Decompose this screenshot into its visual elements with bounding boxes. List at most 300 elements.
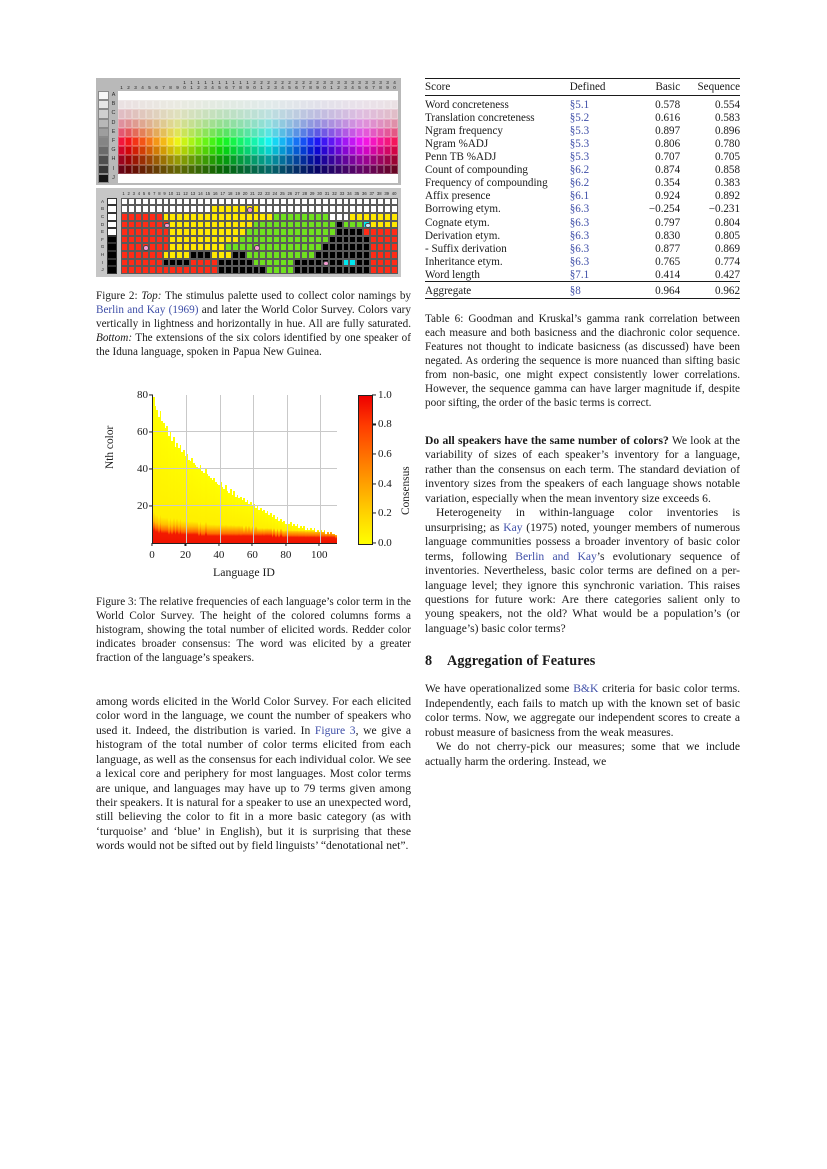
palette-swatch[interactable] (188, 109, 195, 118)
palette-achromatic-swatch[interactable] (98, 109, 109, 118)
extent-cell[interactable] (149, 266, 156, 274)
palette-swatch[interactable] (384, 146, 391, 155)
extent-cell[interactable] (315, 228, 322, 236)
extent-cell[interactable] (329, 243, 336, 251)
palette-swatch[interactable] (202, 100, 209, 109)
palette-swatch[interactable] (181, 155, 188, 164)
palette-swatch[interactable] (286, 137, 293, 146)
palette-swatch[interactable] (160, 137, 167, 146)
palette-swatch[interactable] (391, 119, 398, 128)
palette-swatch[interactable] (202, 146, 209, 155)
palette-achromatic-swatch[interactable] (98, 100, 109, 109)
extent-cell[interactable] (246, 205, 253, 213)
extent-cell[interactable] (294, 228, 301, 236)
extent-cell[interactable] (142, 228, 149, 236)
palette-swatch[interactable] (237, 146, 244, 155)
extent-cell[interactable] (142, 198, 149, 206)
extent-cell[interactable] (142, 266, 149, 274)
extent-cell[interactable] (246, 243, 253, 251)
extent-cell[interactable] (377, 198, 384, 206)
palette-achromatic-swatch[interactable] (98, 137, 109, 146)
palette-swatch[interactable] (230, 155, 237, 164)
extent-cell[interactable] (225, 213, 232, 221)
extent-achromatic-cell[interactable] (107, 266, 117, 274)
palette-swatch[interactable] (342, 100, 349, 109)
extent-cell[interactable] (294, 251, 301, 259)
table-cell-defined[interactable]: §6.2 (569, 164, 590, 177)
extent-cell[interactable] (391, 228, 398, 236)
palette-achromatic-swatch[interactable] (98, 174, 109, 183)
extent-cell[interactable] (232, 266, 239, 274)
extent-cell[interactable] (135, 213, 142, 221)
palette-swatch[interactable] (125, 165, 132, 174)
palette-swatch[interactable] (349, 91, 356, 100)
extent-cell[interactable] (204, 236, 211, 244)
palette-swatch[interactable] (328, 155, 335, 164)
extent-cell[interactable] (280, 198, 287, 206)
palette-swatch[interactable] (349, 100, 356, 109)
palette-swatch[interactable] (293, 91, 300, 100)
extent-cell[interactable] (287, 213, 294, 221)
extent-cell[interactable] (336, 213, 343, 221)
extent-cell[interactable] (211, 228, 218, 236)
extent-cell[interactable] (356, 266, 363, 274)
palette-swatch[interactable] (188, 119, 195, 128)
extent-cell[interactable] (273, 251, 280, 259)
extent-achromatic-cell[interactable] (107, 213, 117, 221)
extent-cell[interactable] (190, 251, 197, 259)
extent-cell[interactable] (322, 198, 329, 206)
extent-cell[interactable] (156, 221, 163, 229)
extent-cell[interactable] (197, 251, 204, 259)
palette-swatch[interactable] (237, 128, 244, 137)
extent-cell[interactable] (329, 251, 336, 259)
palette-swatch[interactable] (118, 155, 125, 164)
extent-cell[interactable] (239, 236, 246, 244)
palette-swatch[interactable] (321, 109, 328, 118)
extent-cell[interactable] (156, 251, 163, 259)
palette-swatch[interactable] (293, 137, 300, 146)
palette-swatch[interactable] (139, 165, 146, 174)
extent-cell[interactable] (176, 251, 183, 259)
extent-cell[interactable] (204, 243, 211, 251)
palette-achromatic-swatch[interactable] (98, 128, 109, 137)
extent-cell[interactable] (370, 198, 377, 206)
palette-swatch[interactable] (272, 174, 279, 183)
palette-swatch[interactable] (265, 91, 272, 100)
palette-swatch[interactable] (125, 91, 132, 100)
extent-cell[interactable] (218, 251, 225, 259)
extent-cell[interactable] (232, 205, 239, 213)
palette-swatch[interactable] (314, 146, 321, 155)
extent-cell[interactable] (163, 236, 170, 244)
extent-cell[interactable] (183, 251, 190, 259)
extent-cell[interactable] (225, 221, 232, 229)
extent-cell[interactable] (183, 228, 190, 236)
palette-swatch[interactable] (216, 165, 223, 174)
extent-cell[interactable] (363, 198, 370, 206)
palette-swatch[interactable] (363, 155, 370, 164)
palette-swatch[interactable] (153, 100, 160, 109)
extent-cell[interactable] (363, 221, 370, 229)
palette-swatch[interactable] (328, 165, 335, 174)
palette-swatch[interactable] (279, 146, 286, 155)
palette-swatch[interactable] (251, 128, 258, 137)
extent-cell[interactable] (232, 221, 239, 229)
extent-cell[interactable] (149, 205, 156, 213)
palette-swatch[interactable] (181, 128, 188, 137)
extent-cell[interactable] (259, 236, 266, 244)
extent-cell[interactable] (377, 266, 384, 274)
palette-swatch[interactable] (307, 128, 314, 137)
extent-cell[interactable] (356, 221, 363, 229)
table-cell-defined[interactable]: §6.3 (569, 255, 590, 268)
palette-swatch[interactable] (209, 91, 216, 100)
palette-swatch[interactable] (272, 128, 279, 137)
extent-cell[interactable] (280, 251, 287, 259)
extent-cell[interactable] (176, 221, 183, 229)
palette-swatch[interactable] (384, 155, 391, 164)
palette-swatch[interactable] (307, 109, 314, 118)
palette-swatch[interactable] (132, 119, 139, 128)
table-cell-defined[interactable]: §6.3 (569, 216, 590, 229)
palette-swatch[interactable] (153, 91, 160, 100)
extent-cell[interactable] (308, 251, 315, 259)
palette-swatch[interactable] (286, 128, 293, 137)
palette-swatch[interactable] (209, 119, 216, 128)
extent-cell[interactable] (336, 259, 343, 267)
extent-cell[interactable] (294, 266, 301, 274)
extent-cell[interactable] (121, 205, 128, 213)
table-cell-defined[interactable]: §6.1 (569, 190, 590, 203)
palette-swatch[interactable] (195, 100, 202, 109)
palette-swatch[interactable] (251, 109, 258, 118)
extent-cell[interactable] (280, 221, 287, 229)
extent-cell[interactable] (176, 236, 183, 244)
palette-swatch[interactable] (293, 100, 300, 109)
palette-swatch[interactable] (314, 165, 321, 174)
palette-swatch[interactable] (377, 165, 384, 174)
palette-swatch[interactable] (118, 119, 125, 128)
extent-cell[interactable] (128, 259, 135, 267)
extent-cell[interactable] (204, 228, 211, 236)
palette-swatch[interactable] (265, 155, 272, 164)
palette-swatch[interactable] (251, 100, 258, 109)
extent-cell[interactable] (356, 213, 363, 221)
palette-swatch[interactable] (363, 100, 370, 109)
palette-swatch[interactable] (279, 165, 286, 174)
extent-cell[interactable] (246, 221, 253, 229)
palette-swatch[interactable] (244, 128, 251, 137)
palette-swatch[interactable] (293, 155, 300, 164)
palette-swatch[interactable] (160, 146, 167, 155)
extent-cell[interactable] (135, 266, 142, 274)
palette-swatch[interactable] (195, 119, 202, 128)
palette-swatch[interactable] (328, 119, 335, 128)
palette-swatch[interactable] (293, 146, 300, 155)
palette-swatch[interactable] (244, 174, 251, 183)
extent-cell[interactable] (156, 198, 163, 206)
palette-swatch[interactable] (209, 174, 216, 183)
palette-swatch[interactable] (293, 128, 300, 137)
extent-cell[interactable] (197, 266, 204, 274)
palette-swatch[interactable] (300, 128, 307, 137)
extent-cell[interactable] (163, 221, 170, 229)
extent-cell[interactable] (218, 243, 225, 251)
extent-cell[interactable] (259, 243, 266, 251)
palette-swatch[interactable] (174, 174, 181, 183)
palette-swatch[interactable] (237, 100, 244, 109)
extent-cell[interactable] (225, 243, 232, 251)
extent-cell[interactable] (363, 213, 370, 221)
extent-cell[interactable] (142, 236, 149, 244)
extent-cell[interactable] (301, 228, 308, 236)
palette-swatch[interactable] (139, 109, 146, 118)
palette-swatch[interactable] (139, 128, 146, 137)
palette-swatch[interactable] (293, 109, 300, 118)
palette-swatch[interactable] (237, 119, 244, 128)
extent-cell[interactable] (273, 236, 280, 244)
extent-cell[interactable] (149, 221, 156, 229)
extent-cell[interactable] (176, 205, 183, 213)
extent-cell[interactable] (163, 213, 170, 221)
extent-cell[interactable] (349, 213, 356, 221)
extent-cell[interactable] (280, 243, 287, 251)
palette-swatch[interactable] (300, 100, 307, 109)
extent-cell[interactable] (176, 266, 183, 274)
palette-swatch[interactable] (377, 100, 384, 109)
extent-cell[interactable] (121, 266, 128, 274)
extent-cell[interactable] (377, 205, 384, 213)
extent-cell[interactable] (315, 236, 322, 244)
palette-swatch[interactable] (174, 119, 181, 128)
extent-cell[interactable] (370, 236, 377, 244)
extent-cell[interactable] (239, 251, 246, 259)
extent-cell[interactable] (183, 243, 190, 251)
extent-cell[interactable] (225, 266, 232, 274)
palette-swatch[interactable] (300, 155, 307, 164)
palette-swatch[interactable] (167, 128, 174, 137)
palette-swatch[interactable] (300, 146, 307, 155)
palette-swatch[interactable] (349, 165, 356, 174)
palette-swatch[interactable] (377, 91, 384, 100)
palette-swatch[interactable] (293, 165, 300, 174)
palette-swatch[interactable] (146, 174, 153, 183)
palette-swatch[interactable] (300, 91, 307, 100)
extent-cell[interactable] (280, 213, 287, 221)
palette-swatch[interactable] (314, 137, 321, 146)
extent-cell[interactable] (336, 243, 343, 251)
palette-swatch[interactable] (132, 109, 139, 118)
extent-cell[interactable] (280, 205, 287, 213)
extent-cell[interactable] (294, 259, 301, 267)
extent-cell[interactable] (315, 251, 322, 259)
palette-swatch[interactable] (160, 109, 167, 118)
extent-cell[interactable] (232, 251, 239, 259)
extent-cell[interactable] (190, 266, 197, 274)
extent-cell[interactable] (156, 243, 163, 251)
palette-swatch[interactable] (202, 155, 209, 164)
extent-cell[interactable] (253, 228, 260, 236)
extent-cell[interactable] (149, 228, 156, 236)
palette-swatch[interactable] (160, 100, 167, 109)
extent-cell[interactable] (135, 251, 142, 259)
extent-cell[interactable] (176, 228, 183, 236)
palette-swatch[interactable] (328, 128, 335, 137)
palette-swatch[interactable] (363, 174, 370, 183)
palette-swatch[interactable] (237, 137, 244, 146)
extent-cell[interactable] (377, 213, 384, 221)
palette-swatch[interactable] (181, 91, 188, 100)
extent-cell[interactable] (211, 213, 218, 221)
extent-cell[interactable] (280, 266, 287, 274)
extent-cell[interactable] (128, 266, 135, 274)
palette-swatch[interactable] (209, 109, 216, 118)
palette-swatch[interactable] (216, 91, 223, 100)
extent-cell[interactable] (391, 198, 398, 206)
extent-cell[interactable] (204, 205, 211, 213)
palette-swatch[interactable] (132, 137, 139, 146)
table-cell-defined[interactable]: §6.3 (569, 229, 590, 242)
extent-cell[interactable] (315, 259, 322, 267)
palette-swatch[interactable] (356, 109, 363, 118)
palette-swatch[interactable] (314, 91, 321, 100)
extent-cell[interactable] (128, 198, 135, 206)
palette-swatch[interactable] (272, 146, 279, 155)
extent-cell[interactable] (322, 251, 329, 259)
palette-swatch[interactable] (167, 100, 174, 109)
palette-swatch[interactable] (370, 100, 377, 109)
extent-cell[interactable] (315, 266, 322, 274)
extent-cell[interactable] (336, 228, 343, 236)
palette-swatch[interactable] (384, 109, 391, 118)
palette-swatch[interactable] (286, 91, 293, 100)
extent-cell[interactable] (176, 213, 183, 221)
palette-swatch[interactable] (251, 155, 258, 164)
extent-cell[interactable] (149, 243, 156, 251)
table-cell-defined[interactable]: §5.2 (569, 111, 590, 124)
extent-cell[interactable] (197, 221, 204, 229)
palette-swatch[interactable] (132, 174, 139, 183)
palette-swatch[interactable] (342, 174, 349, 183)
palette-swatch[interactable] (132, 128, 139, 137)
extent-cell[interactable] (211, 221, 218, 229)
palette-swatch[interactable] (125, 109, 132, 118)
extent-cell[interactable] (190, 213, 197, 221)
extent-cell[interactable] (363, 251, 370, 259)
extent-cell[interactable] (356, 205, 363, 213)
palette-swatch[interactable] (244, 119, 251, 128)
palette-swatch[interactable] (230, 128, 237, 137)
palette-swatch[interactable] (279, 100, 286, 109)
palette-swatch[interactable] (356, 155, 363, 164)
extent-cell[interactable] (363, 259, 370, 267)
palette-swatch[interactable] (223, 137, 230, 146)
palette-swatch[interactable] (153, 137, 160, 146)
extent-cell[interactable] (142, 213, 149, 221)
extent-cell[interactable] (287, 259, 294, 267)
extent-cell[interactable] (356, 243, 363, 251)
palette-swatch[interactable] (370, 109, 377, 118)
extent-cell[interactable] (336, 198, 343, 206)
extent-cell[interactable] (204, 251, 211, 259)
palette-swatch[interactable] (391, 137, 398, 146)
extent-cell[interactable] (163, 243, 170, 251)
palette-swatch[interactable] (153, 146, 160, 155)
extent-cell[interactable] (246, 251, 253, 259)
palette-swatch[interactable] (258, 128, 265, 137)
extent-cell[interactable] (259, 205, 266, 213)
palette-swatch[interactable] (342, 155, 349, 164)
extent-cell[interactable] (259, 198, 266, 206)
extent-cell[interactable] (266, 205, 273, 213)
palette-swatch[interactable] (279, 155, 286, 164)
palette-swatch[interactable] (349, 174, 356, 183)
palette-swatch[interactable] (391, 146, 398, 155)
extent-cell[interactable] (370, 243, 377, 251)
extent-achromatic-cell[interactable] (107, 243, 117, 251)
palette-swatch[interactable] (160, 91, 167, 100)
extent-cell[interactable] (384, 259, 391, 267)
extent-cell[interactable] (287, 205, 294, 213)
extent-achromatic-cell[interactable] (107, 236, 117, 244)
palette-swatch[interactable] (342, 91, 349, 100)
palette-swatch[interactable] (356, 100, 363, 109)
palette-swatch[interactable] (230, 137, 237, 146)
extent-cell[interactable] (253, 243, 260, 251)
extent-cell[interactable] (232, 259, 239, 267)
extent-cell[interactable] (163, 228, 170, 236)
palette-swatch[interactable] (188, 128, 195, 137)
palette-swatch[interactable] (356, 137, 363, 146)
extent-cell[interactable] (239, 228, 246, 236)
palette-swatch[interactable] (258, 146, 265, 155)
palette-swatch[interactable] (279, 119, 286, 128)
palette-swatch[interactable] (370, 137, 377, 146)
extent-cell[interactable] (149, 251, 156, 259)
figure-2-citation-berlin-kay[interactable]: Berlin and Kay (1969) (96, 303, 199, 316)
palette-swatch[interactable] (307, 174, 314, 183)
extent-cell[interactable] (329, 228, 336, 236)
palette-swatch[interactable] (202, 91, 209, 100)
extent-cell[interactable] (183, 259, 190, 267)
extent-cell[interactable] (391, 205, 398, 213)
palette-swatch[interactable] (328, 174, 335, 183)
palette-swatch[interactable] (167, 91, 174, 100)
extent-cell[interactable] (356, 251, 363, 259)
extent-cell[interactable] (336, 266, 343, 274)
palette-swatch[interactable] (174, 137, 181, 146)
extent-cell[interactable] (266, 228, 273, 236)
extent-cell[interactable] (377, 251, 384, 259)
palette-swatch[interactable] (349, 137, 356, 146)
palette-swatch[interactable] (146, 100, 153, 109)
extent-cell[interactable] (343, 221, 350, 229)
palette-swatch[interactable] (321, 137, 328, 146)
extent-cell[interactable] (363, 205, 370, 213)
extent-cell[interactable] (343, 259, 350, 267)
extent-cell[interactable] (135, 228, 142, 236)
extent-cell[interactable] (128, 251, 135, 259)
extent-cell[interactable] (135, 236, 142, 244)
extent-cell[interactable] (336, 221, 343, 229)
palette-swatch[interactable] (391, 128, 398, 137)
palette-swatch[interactable] (202, 165, 209, 174)
palette-swatch[interactable] (237, 174, 244, 183)
palette-swatch[interactable] (125, 137, 132, 146)
extent-cell[interactable] (287, 251, 294, 259)
palette-swatch[interactable] (286, 100, 293, 109)
